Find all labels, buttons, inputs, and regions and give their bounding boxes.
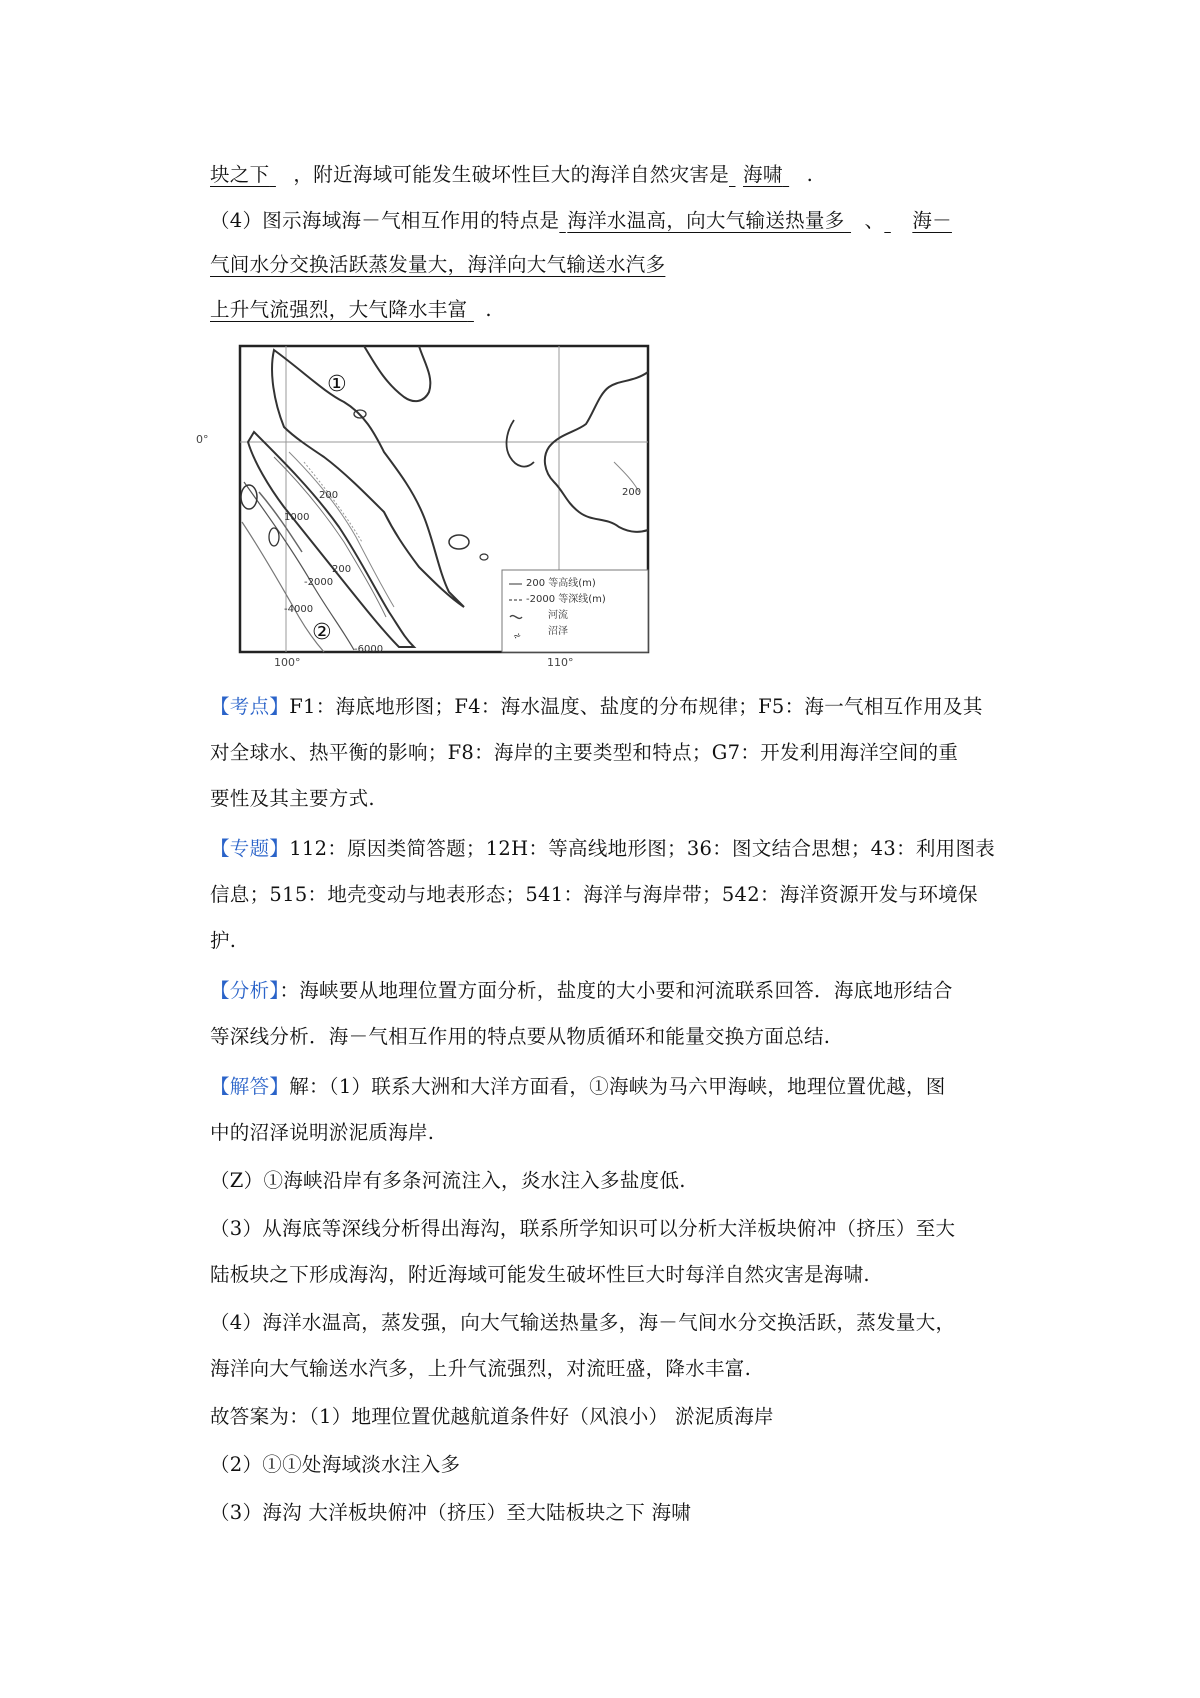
lat-label: 0°: [196, 433, 209, 446]
text-line-2: [210, 206, 1030, 236]
answer-line-6: 故答案为：（1）地理位置优越航道条件好（风浪小） 淤泥质海岸: [210, 1405, 774, 1428]
contour-label: -6000: [354, 644, 384, 655]
section-tag-zhuanti: 【专题】: [210, 837, 290, 860]
section-tag-jieda: 【解答】: [210, 1075, 290, 1098]
blank-pad: [729, 160, 743, 190]
answer-line-2: （3）从海底等深线分析得出海沟，联系所学知识可以分析大洋板块俯冲（挤压）至大: [210, 1217, 956, 1240]
section-tag-fenxi: 【分析】: [210, 979, 280, 1002]
kaodian-line-1: [210, 692, 1030, 722]
text-run: 解：（1）联系大洲和大洋方面看，①海峡为马六甲海峡，地理位置优越，图: [289, 1075, 946, 1098]
answer-line-3: 陆板块之下形成海沟，附近海域可能发生破坏性巨大时每洋自然灾害是海啸.: [210, 1263, 870, 1286]
blank-pad: [884, 206, 912, 236]
section-tag-kaodian: 【考点】: [210, 695, 290, 718]
blank-pad: [845, 206, 865, 236]
answer-blank: 上升气流强烈，大气降水丰富: [210, 298, 468, 321]
text-run: F1：海底地形图；F4：海水温度、盐度的分布规律；F5：海一气相互作用及其: [289, 695, 983, 718]
text-line-3: [210, 250, 1030, 280]
answer-blank: 海啸: [743, 163, 783, 186]
answer-line-7: （2）①①处海域淡水注入多: [210, 1453, 461, 1476]
fenxi-line-2: 等深线分析．海－气相互作用的特点要从物质循环和能量交换方面总结.: [210, 1025, 831, 1048]
answer-line-4: （4）海洋水温高，蒸发强，向大气输送热量多，海－气间水分交换活跃，蒸发量大，: [210, 1311, 956, 1334]
kaodian-line-3: 要性及其主要方式.: [210, 787, 375, 810]
answer-blank: 块之下: [210, 163, 270, 186]
legend-item: 沼泽: [548, 626, 568, 637]
legend: [526, 576, 606, 640]
contour-label: -2000: [304, 577, 334, 588]
zhuanti-line-2: 信息；515：地壳变动与地表形态；541：海洋与海岸带；542：海洋资源开发与环境保: [210, 883, 978, 906]
legend-item: -2000 等深线(m): [526, 594, 606, 605]
legend-item: 200 等高线(m): [526, 578, 596, 589]
answer-line-5: 海洋向大气输送水汽多，上升气流强烈，对流旺盛，降水丰富.: [210, 1357, 752, 1380]
text-line-1: [210, 160, 1030, 190]
text-run: （4）图示海域海－气相互作用的特点是: [210, 209, 560, 232]
legend-swamp-symbol: ⩫: [513, 631, 522, 642]
blank-pad: [467, 295, 485, 325]
jieda-line-1: [210, 1072, 1030, 1102]
text-run: .: [485, 298, 492, 321]
text-run: ，附近海域可能发生破坏性巨大的海洋自然灾害是: [293, 163, 730, 186]
text-run: 112：原因类简答题；12H：等高线地形图；36：图文结合思想；43：利用图表: [289, 837, 996, 860]
answer-blank: 海洋水温高，向大气输送热量多: [567, 209, 845, 232]
kaodian-line-2: 对全球水、热平衡的影响；F8：海岸的主要类型和特点；G7：开发利用海洋空间的重: [210, 741, 959, 764]
lon-label-100: 100°: [274, 656, 301, 669]
lon-label-110: 110°: [547, 656, 574, 669]
text-line-4: [210, 295, 1030, 325]
contour-label: -4000: [284, 604, 314, 615]
answer-blank: 海－: [912, 209, 952, 232]
zhuanti-line-3: 护.: [210, 929, 237, 952]
fenxi-line-1: [210, 976, 1030, 1006]
contour-label: 200: [622, 487, 642, 498]
seafloor-topographic-map: [196, 342, 654, 674]
answer-line-8: （3）海沟 大洋板块俯冲（挤压）至大陆板块之下 海啸: [210, 1501, 692, 1524]
text-run: .: [806, 163, 814, 186]
contour-label: 200: [332, 564, 352, 575]
jieda-line-2: 中的沼泽说明淤泥质海岸.: [210, 1121, 435, 1144]
blank-pad: [783, 160, 807, 190]
marker-1: ①: [327, 372, 347, 397]
zhuanti-line-1: [210, 834, 1030, 864]
legend-item: 河流: [548, 610, 568, 621]
text-run: 、: [864, 209, 885, 232]
blank-pad: [269, 160, 293, 190]
marker-2: ②: [312, 620, 332, 645]
text-run: ：海峡要从地理位置方面分析，盐度的大小要和河流联系回答．海底地形结合: [279, 979, 953, 1002]
answer-blank: 气间水分交换活跃蒸发量大，海洋向大气输送水汽多: [210, 253, 666, 276]
answer-line-1: （Z）①海峡沿岸有多条河流注入，炎水注入多盐度低.: [210, 1169, 686, 1192]
contour-label: 1000: [284, 512, 310, 523]
contour-label: 200: [319, 490, 339, 501]
